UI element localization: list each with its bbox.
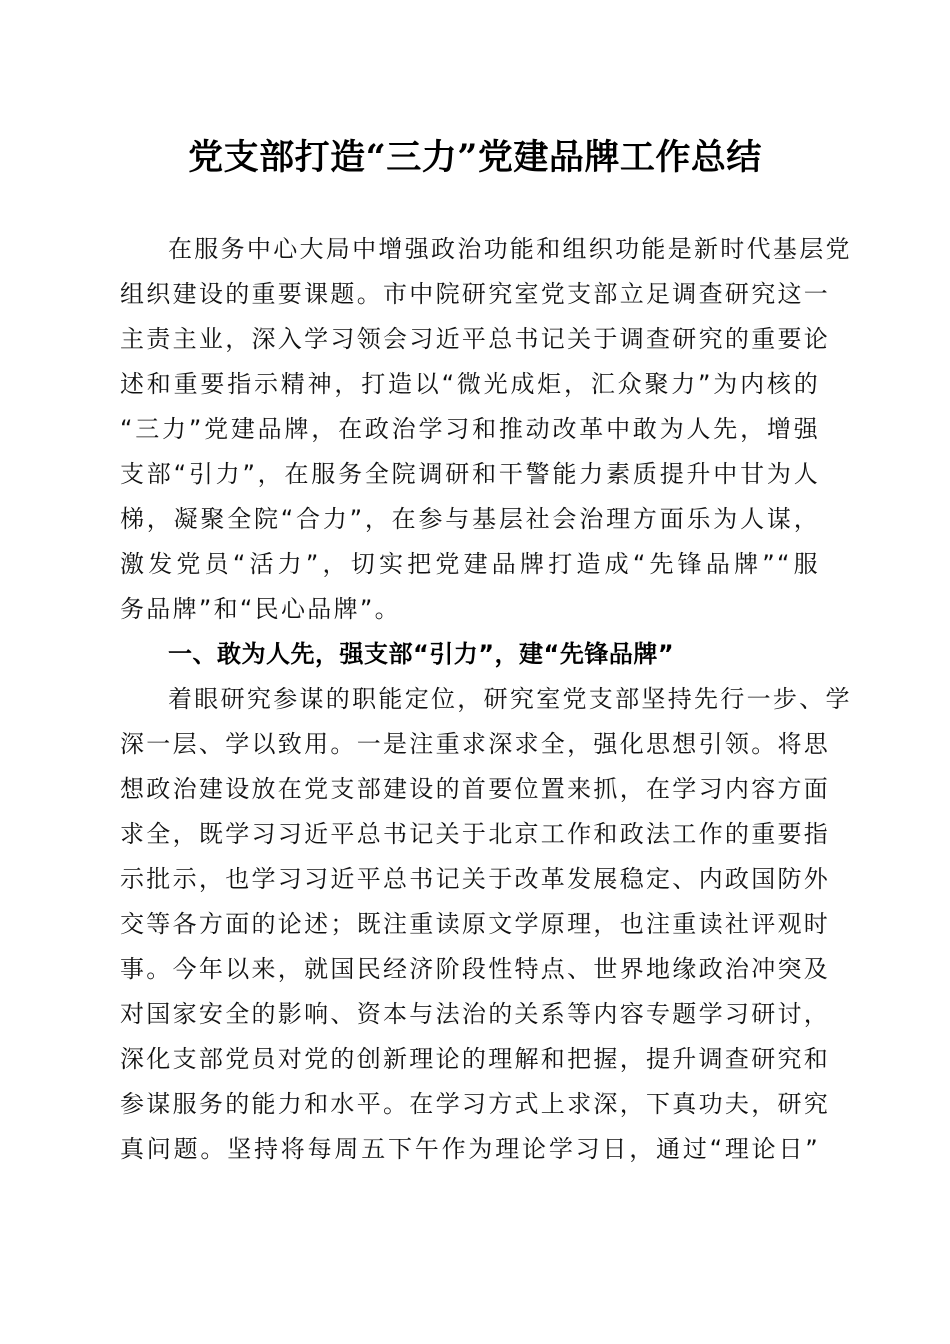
section1-line: 想政治建设放在党支部建设的首要位置来抓，在学习内容方面 [120, 775, 831, 803]
intro-paragraph [120, 227, 852, 632]
intro-line: 激发党员“活力”，切实把党建品牌打造成“先锋品牌”“服 [120, 550, 820, 578]
section-heading: 一、敢为人先，强支部“引力”，建“先锋品牌” [168, 640, 675, 668]
section1-line: 求全，既学习习近平总书记关于北京工作和政法工作的重要指 [120, 820, 831, 848]
intro-line: 梯，凝聚全院“合力”，在参与基层社会治理方面乐为人谋， [120, 505, 820, 533]
intro-line: 主责主业，深入学习领会习近平总书记关于调查研究的重要论 [120, 325, 831, 353]
intro-line: 述和重要指示精神，打造以“微光成炬，汇众聚力”为内核的 [120, 370, 820, 398]
section1-line: 深化支部党员对党的创新理论的理解和把握，提升调查研究和 [120, 1045, 831, 1073]
section1-paragraph [120, 677, 852, 1172]
intro-line: 支部“引力”，在服务全院调研和干警能力素质提升中甘为人 [120, 460, 820, 488]
intro-line: 组织建设的重要课题。市中院研究室党支部立足调查研究这一 [120, 280, 831, 308]
intro-line: “三力”党建品牌，在政治学习和推动改革中敢为人先，增强 [120, 415, 820, 443]
section1-line: 对国家安全的影响、资本与法治的关系等内容专题学习研讨， [120, 1000, 831, 1028]
section1-line: 参谋服务的能力和水平。在学习方式上求深，下真功夫，研究 [120, 1090, 831, 1118]
section1-line: 着眼研究参谋的职能定位，研究室党支部坚持先行一步、学 [168, 685, 852, 713]
section1-line: 真问题。坚持将每周五下午作为理论学习日，通过“理论日” [120, 1135, 820, 1163]
intro-line: 务品牌”和“民心品牌”。 [120, 595, 401, 623]
section1-line: 示批示，也学习习近平总书记关于改革发展稳定、内政国防外 [120, 865, 831, 893]
document-body [120, 227, 852, 1172]
section1-line: 交等各方面的论述；既注重读原文学原理，也注重读社评观时 [120, 910, 831, 938]
intro-line: 在服务中心大局中增强政治功能和组织功能是新时代基层党 [168, 235, 852, 263]
document-title: 党支部打造“三力”党建品牌工作总结 [188, 137, 762, 178]
section1-line: 深一层、学以致用。一是注重求深求全，强化思想引领。将思 [120, 730, 831, 758]
section1-line: 事。今年以来，就国民经济阶段性特点、世界地缘政治冲突及 [120, 955, 831, 983]
